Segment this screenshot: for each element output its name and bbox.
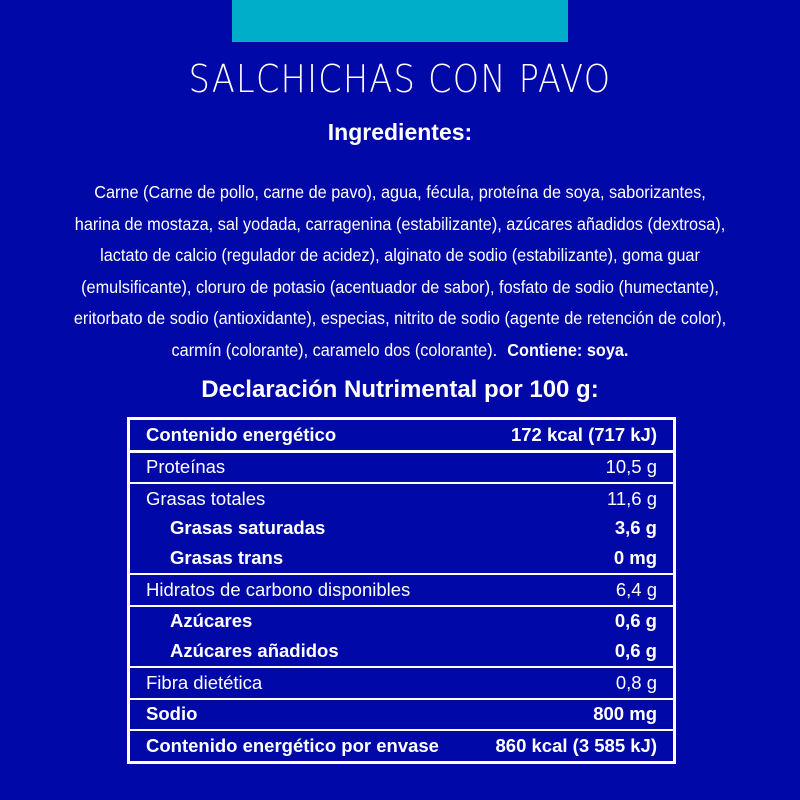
- nutrition-row: [130, 668, 673, 700]
- ingredients-text: [28, 177, 772, 366]
- nutrition-row: [130, 731, 673, 761]
- nutrition-row: [130, 636, 673, 668]
- nutrition-row: [130, 607, 673, 637]
- nutrition-value: 0,6 g: [614, 640, 657, 662]
- nutrition-label: Fibra dietética: [146, 671, 263, 693]
- nutrition-value: 11,6 g: [606, 487, 657, 509]
- ingredient-line: (emulsificante), cloruro de potasio (acentuador de sabor), fosfato de sodio (humectante),: [81, 276, 719, 297]
- nutrition-value: 860 kcal (3 585 kJ): [495, 734, 657, 756]
- nutrition-value: 10,5 g: [605, 456, 657, 478]
- nutrition-row: [130, 544, 673, 576]
- ingredients-heading: Ingredientes:: [327, 119, 473, 145]
- nutrition-row: [130, 453, 673, 485]
- nutrition-value: 6,4 g: [615, 578, 657, 600]
- nutrition-value: 0,8 g: [615, 671, 657, 693]
- brand-accent-bar: [232, 0, 568, 42]
- nutrition-label: Azúcares: [170, 610, 253, 632]
- nutrition-value: 0 mg: [613, 547, 657, 569]
- nutrition-row: [130, 575, 673, 607]
- nutrition-table: [127, 417, 676, 764]
- nutrition-row: [130, 514, 673, 544]
- nutrition-heading: Declaración Nutrimental por 100 g:: [201, 376, 599, 403]
- nutrition-label: Contenido energético: [146, 423, 337, 445]
- nutrition-value: 0,6 g: [614, 610, 657, 632]
- nutrition-label: Sodio: [146, 703, 198, 725]
- nutrition-label: Azúcares añadidos: [170, 640, 339, 662]
- ingredient-line-text: carmín (colorante), caramelo dos (colorante).: [171, 339, 498, 360]
- nutrition-row: [130, 420, 673, 453]
- nutrition-label: Grasas totales: [146, 487, 266, 509]
- nutrition-label: Hidratos de carbono disponibles: [146, 578, 411, 600]
- nutrition-label: Grasas saturadas: [170, 517, 326, 539]
- nutrition-value: 800 mg: [593, 703, 657, 725]
- nutrition-label: Grasas trans: [170, 547, 284, 569]
- nutrition-value: 3,6 g: [614, 517, 657, 539]
- nutrition-row: [130, 700, 673, 732]
- ingredient-line: eritorbato de sodio (antioxidante), especias, nitrito de sodio (agente de retención de color),: [73, 308, 727, 328]
- nutrition-label: Contenido energético por envase: [146, 734, 439, 756]
- ingredient-line: harina de mostaza, sal yodada, carragenina (estabilizante), azúcares añadidos (dextrosa),: [74, 213, 726, 234]
- allergen-statement: Contiene: soya.: [507, 339, 629, 360]
- ingredient-line: lactato de calcio (regulador de acidez), alginato de sodio (estabilizante), goma guar: [100, 245, 700, 265]
- nutrition-row: [130, 484, 673, 514]
- ingredient-line: [28, 335, 772, 367]
- nutrition-value: 172 kcal (717 kJ): [510, 423, 657, 445]
- ingredient-line: Carne (Carne de pollo, carne de pavo), agua, fécula, proteína de soya, saborizantes,: [94, 182, 706, 202]
- product-title: SALCHICHAS CON PAVO: [188, 57, 612, 101]
- nutrition-label: Proteínas: [146, 456, 226, 478]
